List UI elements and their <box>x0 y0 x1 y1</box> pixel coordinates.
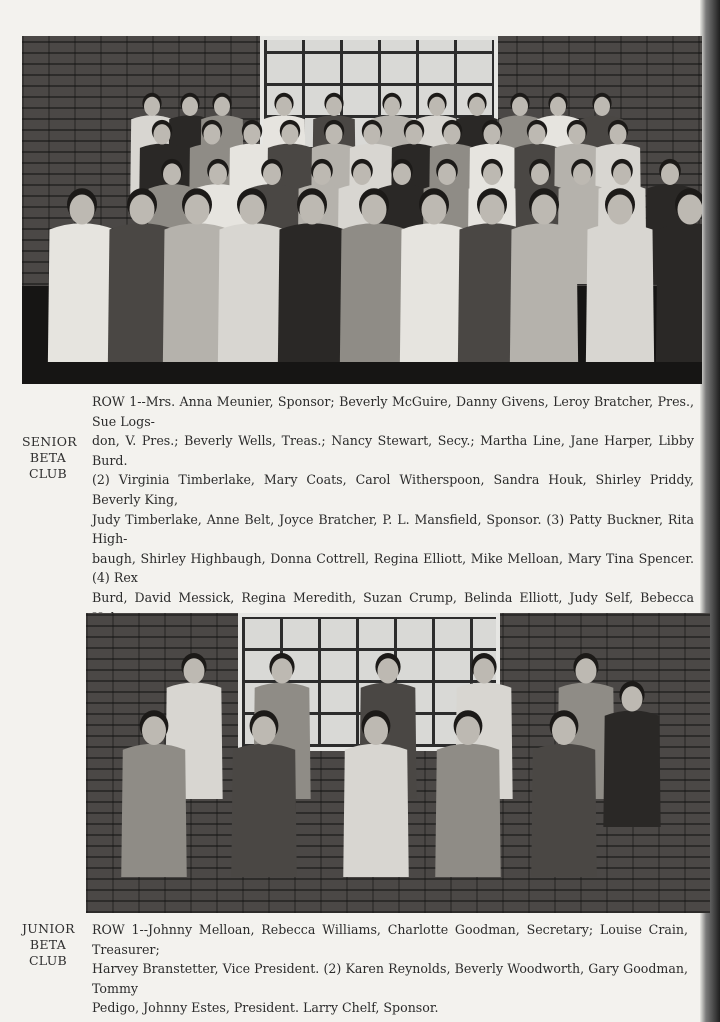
label-line: CLUB <box>28 466 68 481</box>
caption-line: (2) Virginia Timberlake, Mary Coats, Carol Witherspoon, Sandra Houk, Shirley Priddy, Beverly King, <box>92 472 694 507</box>
label-line: JUNIOR <box>22 921 75 936</box>
caption-line: don, V. Pres.; Beverly Wells, Treas.; Nancy Stewart, Secy.; Martha Line, Jane Harper, Libby Burd. <box>92 433 694 468</box>
label-line: CLUB <box>28 953 68 968</box>
label-line: SENIOR <box>22 434 78 449</box>
caption-line: Judy Timberlake, Anne Belt, Joyce Bratcher, P. L. Mansfield, Sponsor. (3) Patty Buckner, Rita High- <box>92 511 694 547</box>
junior-group-figures <box>86 613 710 913</box>
caption-line: Harvey Branstetter, Vice President. (2) Karen Reynolds, Beverly Woodworth, Gary Goodman, Tommy <box>92 961 688 996</box>
caption-line: ROW 1--Johnny Melloan, Rebecca Williams, Charlotte Goodman, Secretary; Louise Crain, Treasurer; <box>92 922 688 957</box>
senior-beta-club-label <box>22 434 78 482</box>
caption-line: Burd, David Messick, Regina Meredith, Suzan Crump, Belinda Elliott, Judy Self, Bebecca <box>92 589 694 605</box>
caption-line: baugh, Shirley Highbaugh, Donna Cottrell, Regina Elliott, Mike Melloan, Mary Tina Spencer. (4) Rex <box>92 550 694 586</box>
caption-line: Pedigo, Johnny Estes, President. Larry Chelf, Sponsor. <box>92 1000 439 1016</box>
junior-beta-club-caption <box>92 920 688 1018</box>
junior-beta-club-photo <box>86 613 710 913</box>
person-figure <box>48 188 116 362</box>
caption-line: ROW 1--Mrs. Anna Meunier, Sponsor; Beverly McGuire, Danny Givens, Leroy Bratcher, Pres., Sue Logs- <box>92 394 694 429</box>
label-line: BETA <box>29 450 67 465</box>
senior-beta-club-photo <box>22 36 702 384</box>
label-line: BETA <box>29 937 67 952</box>
junior-beta-club-label <box>22 921 74 969</box>
senior-group-figures <box>22 36 702 384</box>
